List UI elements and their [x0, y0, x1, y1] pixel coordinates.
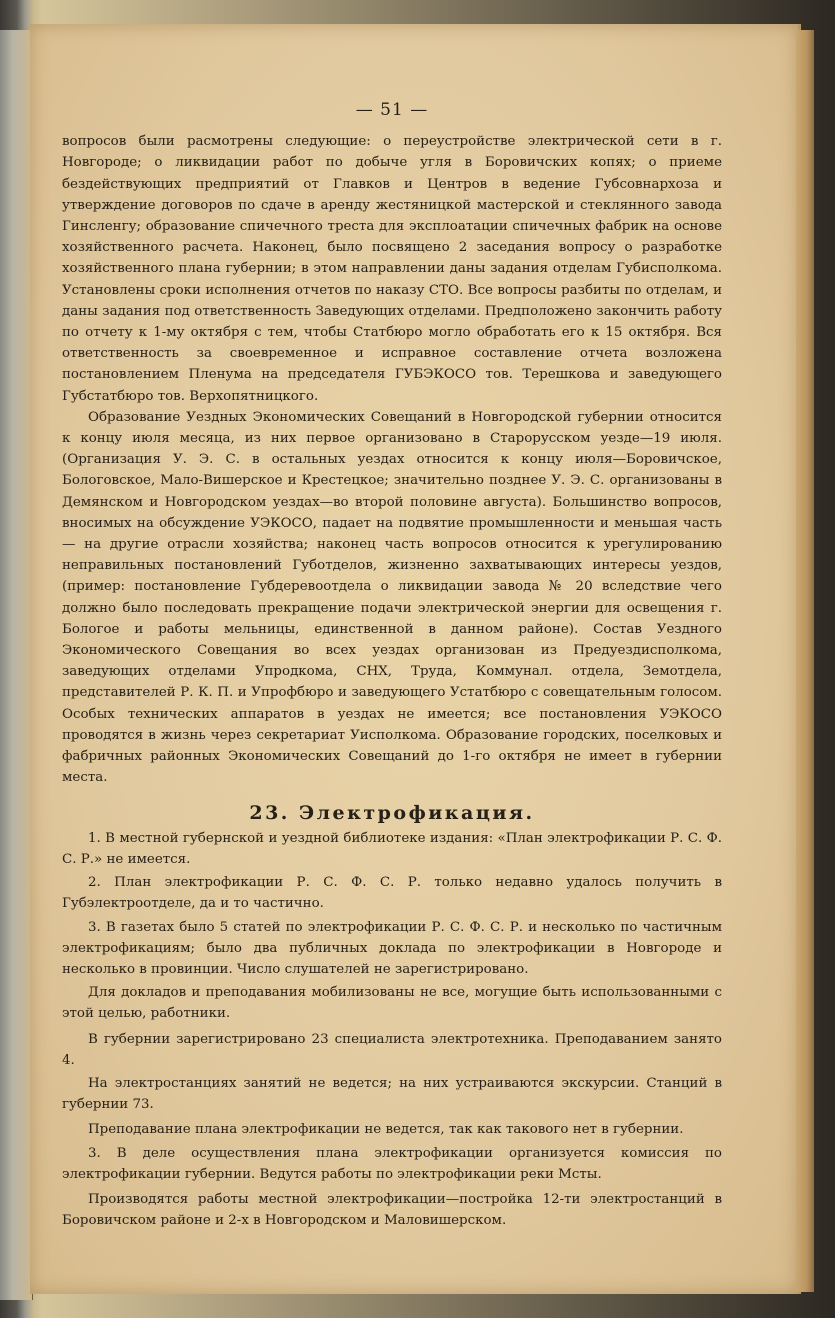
list-item: 2. План электрофикации Р. С. Ф. С. Р. только недавно удалось получить в Губэлектроотделе, да и то частично. [62, 875, 722, 912]
list-item: Производятся работы местной электрофикации—постройка 12-ти электростанций в Боровичском районе и 2-х в Новгородском и Маловишерском. [62, 1191, 722, 1229]
page-stack-edge [796, 30, 814, 1292]
facing-page-edge [0, 30, 33, 1300]
section-heading: 23. Электрофикация. [249, 801, 535, 824]
list-item: Для докладов и преподавания мобилизованы не все, могущие быть использованными с этой целью, работники. [62, 985, 722, 1022]
list-item: Преподавание плана электрофикации не ведется, так как такового нет в губернии. [88, 1122, 684, 1138]
list-item: 3. В газетах было 5 статей по электрофикации Р. С. Ф. С. Р. и несколько по частичным электрофикациям; было два публичных доклада по электрофикации в Новгороде и несколько в провинции. Число слушателей не зарегистрировано. [62, 919, 722, 977]
list-item: В губернии зарегистрировано 23 специалиста электротехника. Преподаванием занято 4. [62, 1031, 722, 1068]
page-number: — 51 — [355, 100, 429, 120]
page-content [62, 100, 722, 1231]
paragraph: Образование Уездных Экономических Совещаний в Новгородской губернии относится к концу июля месяца, из них первое организовано в Старорусском уезде—19 июля. (Организация У. Э. С. в остальных уездах относится к концу июля—Боровичское, Бологовское, Мало-Вишерское и Крестецкое; значительно позднее У. Э. С. организованы в Демянском и Новгородском уездах—во второй половине августа). Большинство вопросов, вносимых на обсуждение УЭКОСО, падает на подвятие промышленности и меньшая часть— на другие отрасли хозяйства; наконец часть вопросов относится к урегулированию неправильных постановлений Губотделов, жизненно захватывающих интересы уездов, (пример: постановление Губдеревоотдела о ликвидации завода № 20 вследствие чего должно было последовать прекращение подачи электрической энергии для освещения г. Бологое и работы мельницы, единственной в данном районе). Состав Уездного Экономического Совещания во всех уездах организован из Предуездисполкома, заведующих отделами Упродкома, СНХ, Труда, Коммунал. отдела, Земотдела, представителей Р. К. П. и Упрофбюро и заведующего Устатбюро с совещательным голосом. Особых технических аппаратов в уездах не имеется; все постановления УЭКОСО проводятся в жизнь через секретариат Уисполкома. Образование городских, поселковых и фабричных районных Экономических Совещаний до 1-го октября не имеет в губернии места. [62, 409, 722, 786]
list-item: На электростанциях занятий не ведется; на них устраиваются экскурсии. Станций в губернии 73. [62, 1075, 722, 1113]
paragraph: вопросов были расмотрены следующие: о переустройстве электрической сети в г. Новгороде; о ликвидации работ по добыче угля в Боровичских копях; о приеме бездействующих предприятий от Главков и Центров в ведение Губсовнархоза и утверждение договоров по сдаче в аренду жестяницкой мастерской и стеклянного завода Гинсленгу; образование спичечного треста для эксплоатации спичечных фабрик на основе хозяйственного расчета. Наконец, было посвящено 2 заседания вопросу о разработке хозяйственного плана губернии; в этом направлении даны задания отделам Губисполкома. Установлены сроки исполнения отчетов по наказу СТО. Все вопросы разбиты по отделам, и даны задания под ответственность Заведующих отделами. Предположено закончить работу по отчету к 1-му октября с тем, чтобы Статбюро могло обработать его к 15 октября. Вся ответственность за своевременное и исправное составление отчета возложена постановлением Пленума на председателя ГУБЭКОСО тов. Терешкова и заведующего Губстатбюро тов. Верхопятницкого. [62, 134, 722, 404]
list-item: 3. В деле осуществления плана электрофикации организуется комиссия по электрофикации губернии. Ведутся работы по электрофикации реки Мсты. [62, 1145, 722, 1182]
list-item: 1. В местной губернской и уездной библиотеке издания: «План электрофикации Р. С. Ф. С. Р.» не имеется. [62, 830, 722, 867]
